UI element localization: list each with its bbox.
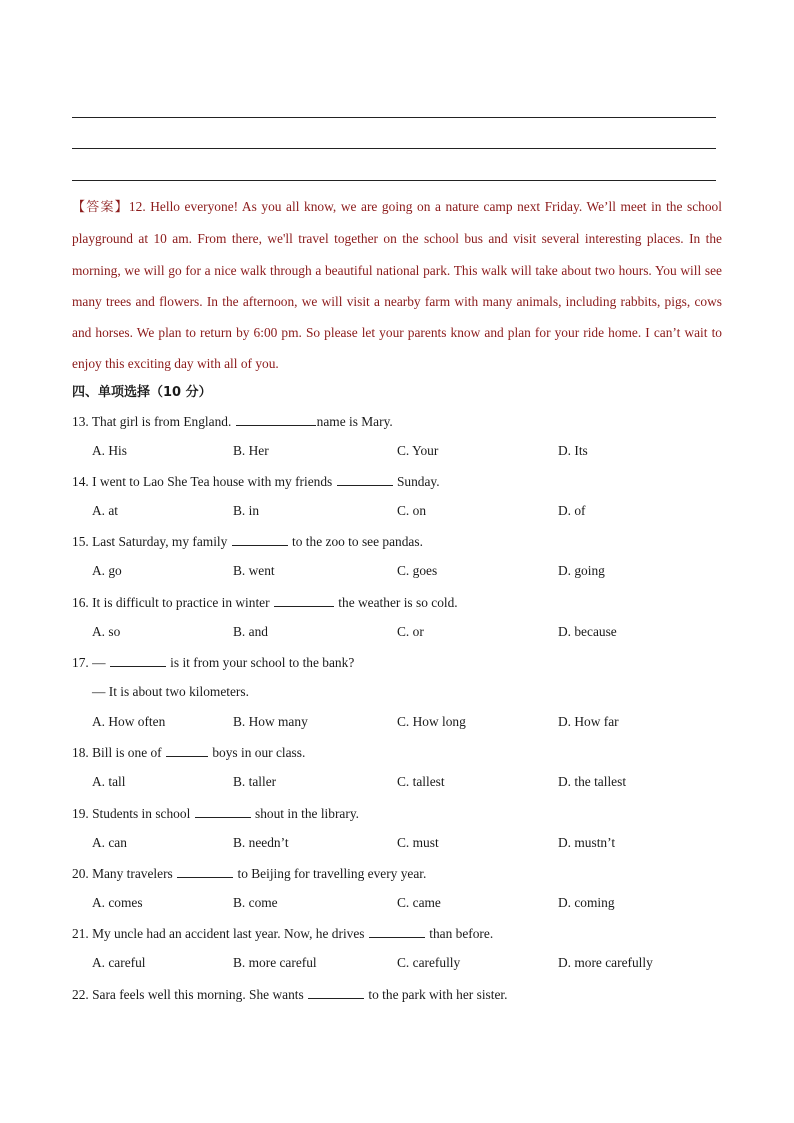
option-b[interactable]: B. more careful — [233, 955, 317, 970]
question-15: 15. Last Saturday, my family to the zoo to see pandas. — [72, 534, 423, 549]
answer-text: 12. Hello everyone! As you all know, we are going on a nature camp next Friday. We’ll meet in the school playground at 10 am. From there, we'll travel together on the school bus and visit several interesting places. In the morning, we will go for a nice walk through a beautiful national park. This walk will take about two hours. You will see many trees and flowers. In the afternoon, we will visit a nearby farm with many animals, including rabbits, pigs, cows and horses. We plan to return by 6:00 pm. So please let your parents know and plan for your ride home. I can’t wait to enjoy this exciting day with all of you. — [72, 199, 722, 372]
option-d[interactable]: D. of — [558, 503, 586, 518]
option-c[interactable]: C. How long — [397, 714, 466, 729]
question-18: 18. Bill is one of boys in our class. — [72, 745, 306, 760]
option-b[interactable]: B. and — [233, 624, 268, 639]
question-13: 13. That girl is from England. name is Mary. — [72, 414, 393, 429]
answer-blank[interactable] — [369, 925, 425, 938]
answer-blank[interactable] — [166, 744, 208, 757]
options-13 — [92, 443, 732, 461]
option-d[interactable]: D. Its — [558, 443, 588, 458]
option-a[interactable]: A. can — [92, 835, 127, 850]
option-d[interactable]: D. How far — [558, 714, 619, 729]
question-20: 20. Many travelers to Beijing for travelling every year. — [72, 866, 427, 881]
writing-line — [72, 117, 716, 118]
option-a[interactable]: A. so — [92, 624, 121, 639]
option-a[interactable]: A. His — [92, 443, 127, 458]
option-c[interactable]: C. must — [397, 835, 439, 850]
answer-tag: 【答案】 — [72, 200, 129, 215]
option-a[interactable]: A. careful — [92, 955, 146, 970]
answer-blank[interactable] — [337, 473, 393, 486]
option-c[interactable]: C. came — [397, 895, 441, 910]
writing-line — [72, 148, 716, 149]
options-20 — [92, 895, 732, 913]
option-b[interactable]: B. come — [233, 895, 278, 910]
option-d[interactable]: D. mustn’t — [558, 835, 616, 850]
option-c[interactable]: C. tallest — [397, 774, 445, 789]
question-17: 17. — is it from your school to the bank? — [72, 655, 355, 670]
answer-blank[interactable] — [308, 986, 364, 999]
option-c[interactable]: C. or — [397, 624, 424, 639]
option-b[interactable]: B. in — [233, 503, 260, 518]
answer-blank[interactable] — [232, 533, 288, 546]
option-a[interactable]: A. tall — [92, 774, 126, 789]
option-b[interactable]: B. How many — [233, 714, 308, 729]
answer-blank[interactable] — [274, 594, 334, 607]
question-14: 14. I went to Lao She Tea house with my friends Sunday. — [72, 474, 440, 489]
section-title: 四、单项选择（10 分） — [72, 385, 212, 400]
option-a[interactable]: A. comes — [92, 895, 143, 910]
option-c[interactable]: C. Your — [397, 443, 439, 458]
option-a[interactable]: A. go — [92, 563, 122, 578]
answer-paragraph — [72, 191, 722, 380]
option-c[interactable]: C. on — [397, 503, 427, 518]
option-b[interactable]: B. taller — [233, 774, 277, 789]
options-14 — [92, 503, 732, 521]
option-d[interactable]: D. going — [558, 563, 605, 578]
options-17 — [92, 714, 732, 732]
question-22: 22. Sara feels well this morning. She wants to the park with her sister. — [72, 987, 508, 1002]
option-b[interactable]: B. went — [233, 563, 275, 578]
question-21: 21. My uncle had an accident last year. Now, he drives than before. — [72, 926, 494, 941]
option-d[interactable]: D. coming — [558, 895, 615, 910]
options-19 — [92, 835, 732, 853]
option-a[interactable]: A. How often — [92, 714, 166, 729]
question-17-reply: — It is about two kilometers. — [92, 684, 249, 699]
options-21 — [92, 955, 732, 973]
writing-line — [72, 180, 716, 181]
option-c[interactable]: C. carefully — [397, 955, 461, 970]
options-18 — [92, 774, 732, 792]
option-d[interactable]: D. more carefully — [558, 955, 653, 970]
option-b[interactable]: B. Her — [233, 443, 269, 458]
question-16: 16. It is difficult to practice in winter the weather is so cold. — [72, 595, 458, 610]
options-15 — [92, 563, 732, 581]
option-c[interactable]: C. goes — [397, 563, 438, 578]
option-a[interactable]: A. at — [92, 503, 119, 518]
answer-blank[interactable] — [195, 805, 251, 818]
option-d[interactable]: D. the tallest — [558, 774, 627, 789]
question-19: 19. Students in school shout in the library. — [72, 806, 359, 821]
option-d[interactable]: D. because — [558, 624, 617, 639]
answer-blank[interactable] — [177, 865, 233, 878]
answer-blank[interactable] — [110, 654, 166, 667]
options-16 — [92, 624, 732, 642]
answer-blank[interactable] — [236, 413, 316, 426]
option-b[interactable]: B. needn’t — [233, 835, 289, 850]
